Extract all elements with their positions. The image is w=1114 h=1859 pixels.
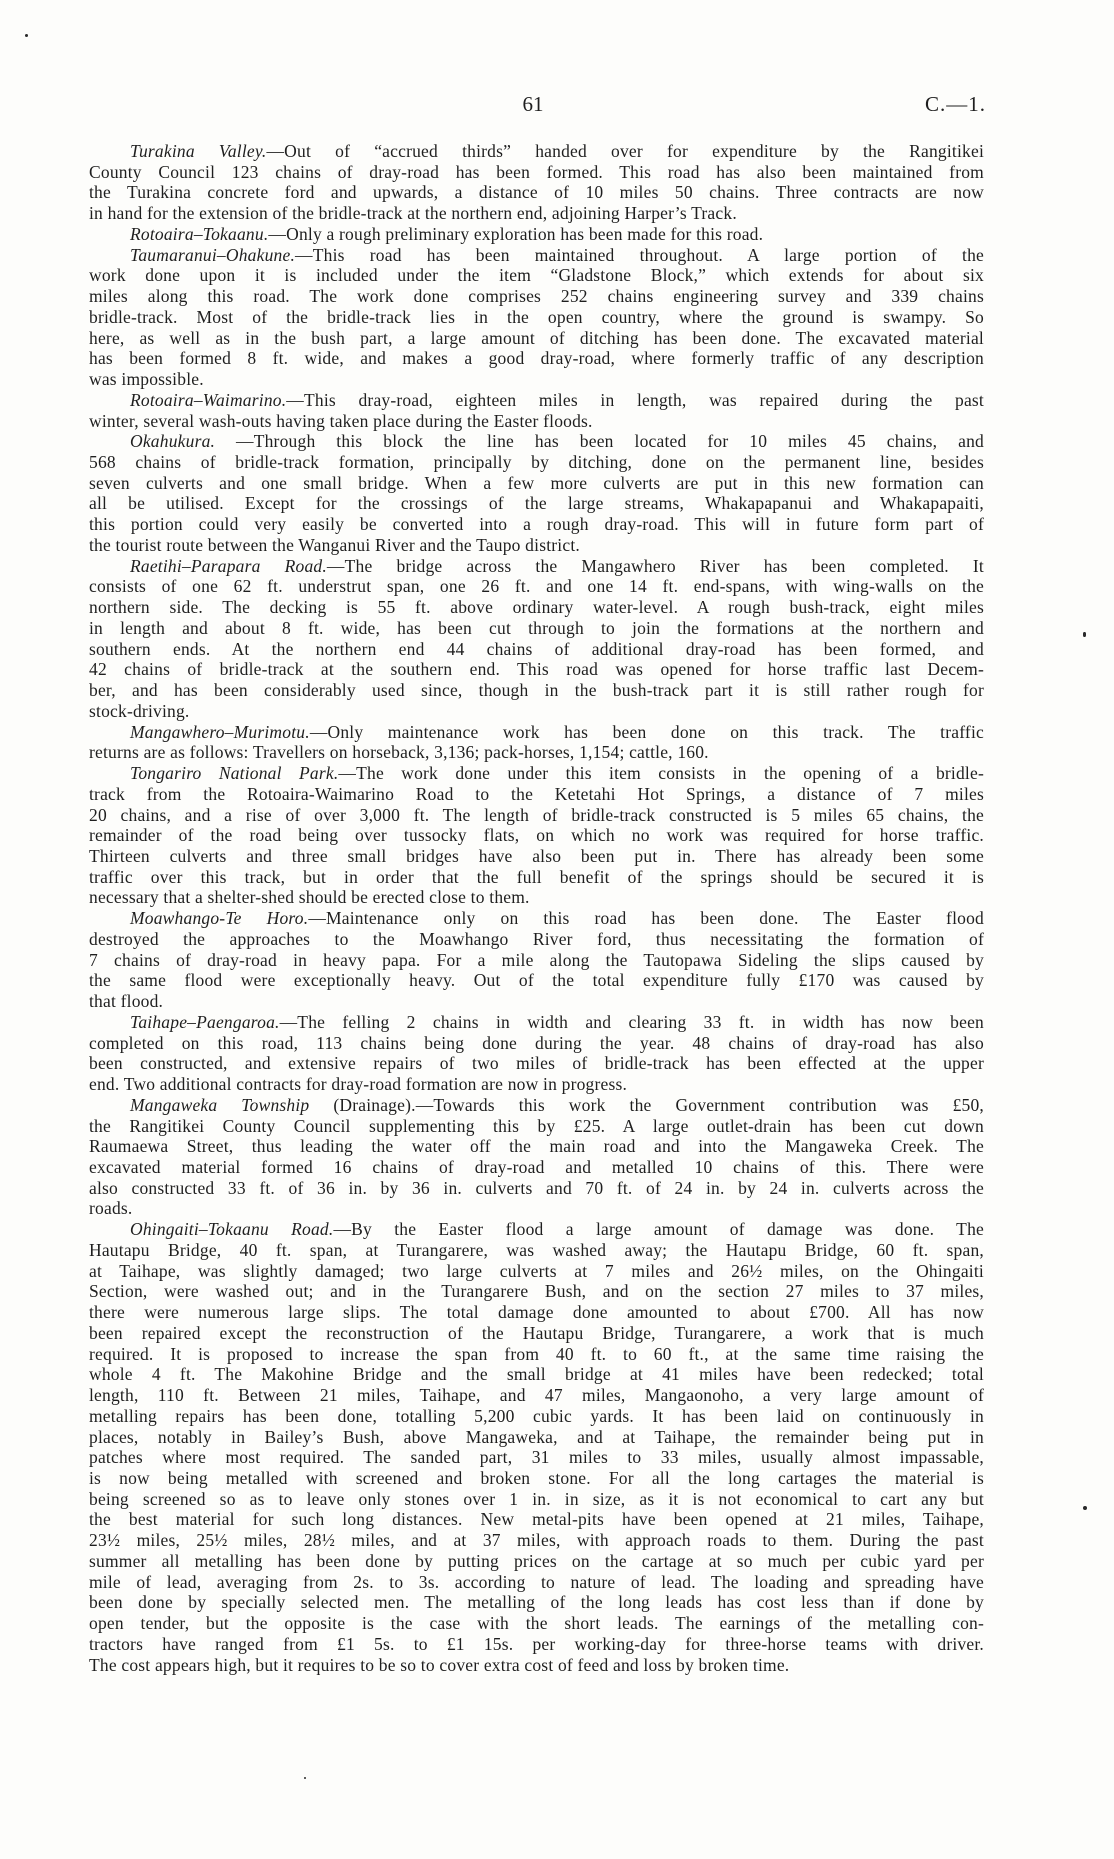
text-line: Thirteen culverts and three small bridges have also been put in. There has already been some	[89, 845, 984, 866]
line-text: —This road has been maintained throughout. A large portion of the	[295, 244, 984, 265]
text-line: The cost appears high, but it requires to be so to cover extra cost of feed and loss by broken time.	[89, 1654, 790, 1675]
line-text: —This dray-road, eighteen miles in length, was repaired during the past	[286, 389, 984, 410]
text-line: Section, were washed out; and in the Turangarere Bush, and on the section 27 miles to 37 miles,	[89, 1281, 984, 1302]
text-line: roads.	[89, 1198, 133, 1219]
text-line: tractors have ranged from £1 5s. to £1 15s. per working-day for three-horse teams with driver.	[89, 1633, 984, 1654]
text-line: miles along this road. The work done comprises 252 chains engineering survey and 339 chains	[89, 286, 984, 307]
paragraph	[89, 1012, 984, 1095]
text-line: has been formed 8 ft. wide, and makes a good dray-road, where formerly traffic of any description	[89, 348, 984, 369]
scan-mark	[25, 34, 28, 37]
text-line: 20 chains, and a rise of over 3,000 ft. The length of bridle-track constructed is 5 miles 65 chains, the	[89, 804, 984, 825]
line-text: —Only a rough preliminary exploration has been made for this road.	[268, 223, 764, 244]
line-text: —Out of “accrued thirds” handed over for expenditure by the Rangitikei	[266, 141, 985, 161]
text-line: length, 110 ft. Between 21 miles, Taihape, and 47 miles, Mangaonoho, a very large amount of	[89, 1385, 984, 1406]
page-number: 61	[522, 92, 544, 116]
text-line: was impossible.	[89, 369, 204, 390]
text-line: being screened so as to leave only stones over 1 in. in size, as it is not economical to cart any but	[89, 1488, 984, 1509]
text-line: Raumaewa Street, thus leading the water off the main road and into the Mangaweka Creek. The	[89, 1136, 984, 1157]
text-line	[89, 556, 984, 577]
text-line: patches where most required. The sanded part, 31 miles to 33 miles, usually almost impassable,	[89, 1447, 984, 1468]
text-line: necessary that a shelter-shed should be erected close to them.	[89, 887, 530, 908]
paragraph	[89, 556, 984, 722]
text-line: excavated material formed 16 chains of dray-road and metalled 10 chains of this. There were	[89, 1156, 984, 1177]
text-line	[89, 1095, 984, 1116]
text-line: metalling repairs has been done, totalling 5,200 cubic yards. It has been laid on continuously in	[89, 1405, 984, 1426]
text-line: the Rangitikei County Council supplementing this by £25. A large outlet-drain has been cut down	[89, 1115, 984, 1136]
text-line: destroyed the approaches to the Moawhango River ford, thus necessitating the formation of	[89, 928, 984, 949]
text-line: southern ends. At the northern end 44 chains of additional dray-road has been formed, and	[89, 638, 984, 659]
text-line: required. It is proposed to increase the span from 40 ft. to 60 ft., at the same time raising the	[89, 1343, 984, 1364]
text-line: also constructed 33 ft. of 36 in. by 36 in. culverts and 70 ft. of 24 in. by 24 in. culverts across the	[89, 1177, 984, 1198]
paragraph-heading: Okahukura.	[130, 431, 216, 452]
text-line	[89, 908, 984, 929]
text-line: returns are as follows: Travellers on horseback, 3,136; pack-horses, 1,154; cattle, 160.	[89, 742, 709, 763]
text-line: traffic over this track, but in order that the full benefit of the springs should be secured it is	[89, 866, 984, 887]
text-line: Hautapu Bridge, 40 ft. span, at Turangarere, was washed away; the Hautapu Bridge, 60 ft. span,	[89, 1239, 984, 1260]
text-line: been repaired except the reconstruction of the Hautapu Bridge, Turangarere, a work that is much	[89, 1322, 984, 1343]
paragraph	[89, 1219, 984, 1675]
text-line	[89, 390, 984, 411]
text-line: stock-driving.	[89, 700, 190, 721]
line-text: —The bridge across the Mangawhero River has been completed. It	[326, 555, 984, 576]
line-text: —Maintenance only on this road has been done. The Easter flood	[308, 908, 984, 929]
text-line: all be utilised. Except for the crossings of the large streams, Whakapapanui and Whakapapaiti,	[89, 493, 984, 514]
paragraph	[89, 431, 984, 555]
text-line: northern side. The decking is 55 ft. above ordinary water-level. A rough bush-track, eight miles	[89, 597, 984, 618]
scan-mark	[1083, 1506, 1087, 1510]
paragraph-heading: Rotoaira–Tokaanu.	[130, 223, 269, 244]
paragraph-heading: Tongariro National Park.	[130, 763, 339, 784]
text-line: places, notably in Bailey’s Bush, above Mangaweka, and at Taihape, the remainder being put in	[89, 1426, 984, 1447]
paragraph	[89, 908, 984, 1012]
line-text: —Through this block the line has been located for 10 miles 45 chains, and	[215, 431, 984, 452]
paragraph-heading: Ohingaiti–Tokaanu Road.	[130, 1219, 334, 1240]
text-line: the tourist route between the Wanganui River and the Taupo district.	[89, 534, 580, 555]
page-header	[0, 0, 1114, 130]
text-line: mile of lead, averaging from 2s. to 3s. according to nature of lead. The loading and spreading have	[89, 1571, 984, 1592]
text-line: County Council 123 chains of dray-road has been formed. This road has also been maintained from	[89, 161, 984, 182]
line-text: (Drainage).—Towards this work the Government contribution was £50,	[309, 1094, 985, 1115]
text-line: here, as well as in the bush part, a large amount of ditching has been done. The excavated material	[89, 327, 984, 348]
document-reference: C.—1.	[924, 92, 986, 116]
text-line: the best material for such long distances. New metal-pits have been opened at 21 miles, Taihape,	[89, 1509, 984, 1530]
text-line: seven culverts and one small bridge. When a few more culverts are put in this new formation can	[89, 472, 984, 493]
text-line: the Turakina concrete ford and upwards, a distance of 10 miles 50 chains. Three contracts are now	[89, 182, 984, 203]
text-line	[89, 763, 984, 784]
text-line: open tender, but the opposite is the case with the short leads. The earnings of the metalling con-	[89, 1613, 984, 1634]
paragraph	[89, 245, 984, 390]
text-line: been done by specially selected men. The metalling of the long leads has cost less than if done by	[89, 1592, 984, 1613]
paragraph	[89, 141, 984, 224]
paragraph-heading: Mangawhero–Murimotu.	[130, 721, 310, 742]
text-line: track from the Rotoaira-Waimarino Road to the Ketetahi Hot Springs, a distance of 7 miles	[89, 783, 984, 804]
text-line: in hand for the extension of the bridle-track at the northern end, adjoining Harper’s Track.	[89, 203, 737, 224]
paragraph	[89, 1095, 984, 1219]
scan-mark	[1083, 632, 1086, 637]
text-line	[89, 431, 984, 452]
paragraph-heading: Mangaweka Township	[130, 1094, 310, 1115]
paragraph	[89, 224, 984, 245]
paragraph-heading: Turakina Valley.	[130, 141, 267, 161]
text-line: summer all metalling has been done by putting prices on the cartage at so much per cubic yard per	[89, 1550, 984, 1571]
text-line: 42 chains of bridle-track at the southern end. This road was opened for horse traffic last Decem-	[89, 659, 984, 680]
paragraph	[89, 763, 984, 908]
paragraph-heading: Raetihi–Parapara Road.	[130, 555, 327, 576]
text-line: whole 4 ft. The Makohine Bridge and the small bridge at 41 miles have been redecked; total	[89, 1364, 984, 1385]
line-text: —The work done under this item consists in the opening of a bridle-	[338, 763, 984, 784]
text-line: end. Two additional contracts for dray-road formation are now in progress.	[89, 1074, 628, 1095]
text-line: 23½ miles, 25½ miles, 28½ miles, and at 37 miles, with approach roads to them. During the past	[89, 1530, 984, 1551]
paragraph	[89, 390, 984, 431]
paragraph-heading: Taumaranui–Ohakune.	[130, 244, 296, 265]
text-line: remainder of the road being over tussocky flats, on which no work was required for horse traffic.	[89, 825, 984, 846]
text-line: bridle-track. Most of the bridle-track lies in the open country, where the ground is swampy. So	[89, 306, 984, 327]
text-line: consists of one 62 ft. understrut span, one 26 ft. and one 14 ft. end-spans, with wing-walls on the	[89, 576, 984, 597]
text-line: this portion could very easily be converted into a rough dray-road. This will in future form part of	[89, 514, 984, 535]
text-line: in length and about 8 ft. wide, has been cut through to join the formations at the northern and	[89, 617, 984, 638]
line-text: —Only maintenance work has been done on this track. The traffic	[309, 721, 984, 742]
text-line	[89, 245, 984, 266]
text-line	[89, 722, 984, 743]
text-line: that flood.	[89, 991, 164, 1012]
text-line: at Taihape, was slightly damaged; two large culverts at 7 miles and 26½ miles, on the Ohingaiti	[89, 1260, 984, 1281]
text-line: there were numerous large slips. The total damage done amounted to about £700. All has now	[89, 1302, 984, 1323]
line-text: —By the Easter flood a large amount of damage was done. The	[333, 1219, 984, 1240]
text-line	[89, 141, 984, 162]
text-line: the same flood were exceptionally heavy. Out of the total expenditure fully £170 was caused by	[89, 970, 984, 991]
text-line: 568 chains of bridle-track formation, principally by ditching, done on the permanent line, besides	[89, 452, 984, 473]
line-text: —The felling 2 chains in width and clearing 33 ft. in width has now been	[279, 1011, 984, 1032]
text-line	[89, 1012, 984, 1033]
paragraph-heading: Rotoaira–Waimarino.	[130, 389, 287, 410]
text-line: winter, several wash-outs having taken place during the Easter floods.	[89, 410, 593, 431]
text-line: 7 chains of dray-road in heavy papa. For a mile along the Tautopawa Sideling the slips caused by	[89, 949, 984, 970]
paragraph	[89, 722, 984, 763]
text-line: been constructed, and extensive repairs of two miles of bridle-track has been effected at the upper	[89, 1053, 984, 1074]
paragraph-heading: Moawhango-Te Horo.	[130, 908, 309, 929]
scan-mark	[304, 1777, 306, 1779]
text-line: work done upon it is included under the item “Gladstone Block,” which extends for about six	[89, 265, 984, 286]
text-line	[89, 224, 984, 245]
paragraph-heading: Taihape–Paengaroa.	[130, 1011, 280, 1032]
text-line: is now being metalled with screened and broken stone. For all the long cartages the material is	[89, 1468, 984, 1488]
text-line: completed on this road, 113 chains being done during the year. 48 chains of dray-road has also	[89, 1032, 984, 1053]
text-line	[89, 1219, 984, 1240]
body-text	[89, 141, 984, 1675]
text-line: ber, and has been considerably used since, though in the bush-track part it is still rather rough for	[89, 680, 984, 701]
